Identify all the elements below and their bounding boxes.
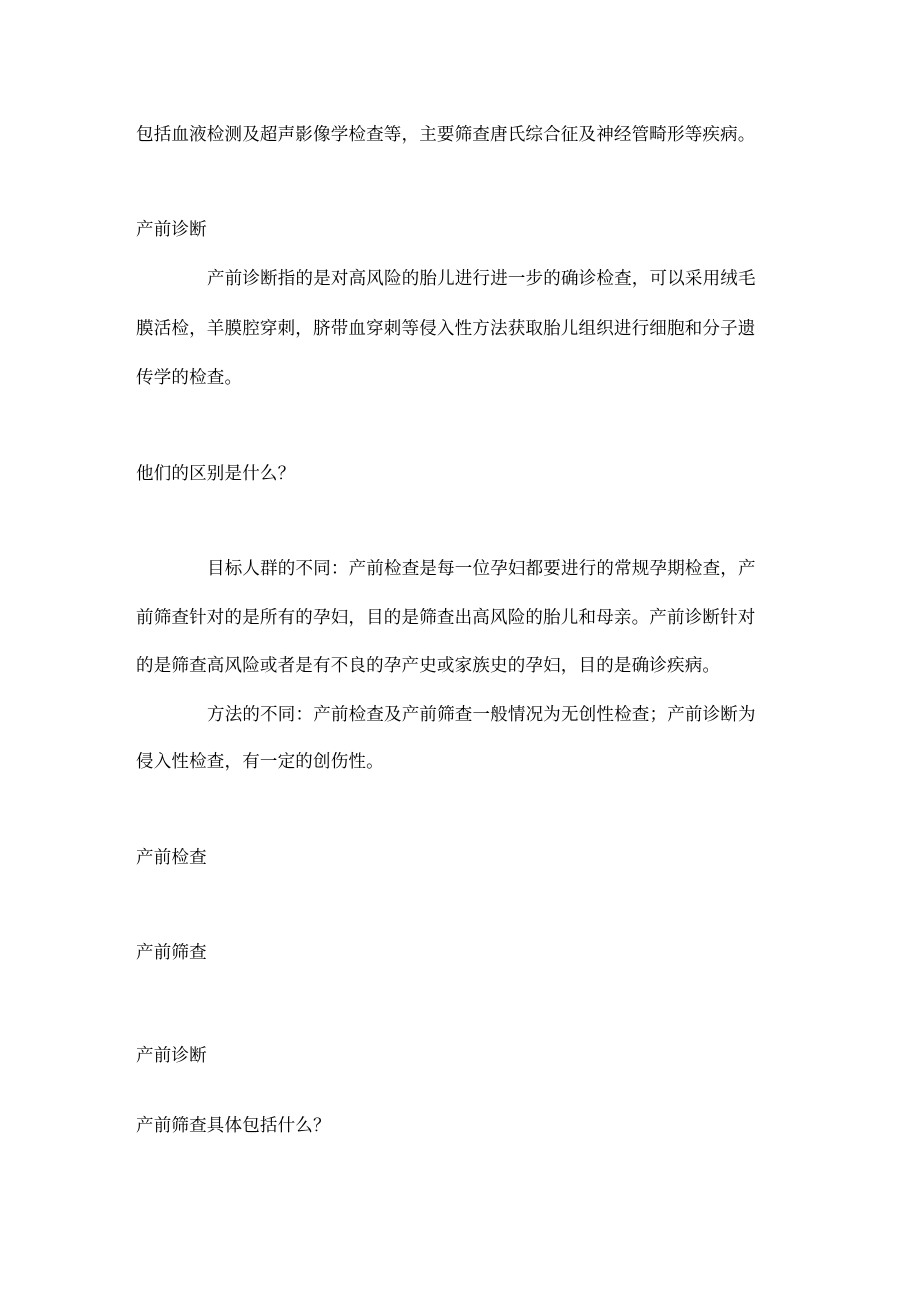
method-line-1: 方法的不同：产前检查及产前筛查一般情况为无创性检查；产前诊断为	[207, 705, 756, 725]
question-screening-contents: 产前筛查具体包括什么？	[136, 1116, 331, 1136]
target-group-line-1: 目标人群的不同：产前检查是每一位孕妇都要进行的常规孕期检查，产	[207, 559, 756, 579]
target-group-line-3: 的是筛查高风险或者是有不良的孕产史或家族史的孕妇，目的是确诊疾病。	[136, 656, 721, 676]
diagnosis-paragraph-line-2: 膜活检，羊膜腔穿刺，脐带血穿刺等侵入性方法获取胎儿组织进行细胞和分子遗	[136, 319, 756, 339]
heading-prenatal-diagnosis: 产前诊断	[136, 220, 207, 240]
heading-prenatal-check: 产前检查	[136, 848, 207, 868]
target-group-line-2: 前筛查针对的是所有的孕妇，目的是筛查出高风险的胎儿和母亲。产前诊断针对	[136, 608, 756, 628]
intro-line: 包括血液检测及超声影像学检查等，主要筛查唐氏综合征及神经管畸形等疾病。	[136, 125, 756, 145]
heading-prenatal-diagnosis-2: 产前诊断	[136, 1046, 207, 1066]
heading-differences: 他们的区别是什么？	[136, 464, 296, 484]
heading-prenatal-screening: 产前筛查	[136, 943, 207, 963]
diagnosis-paragraph-line-1: 产前诊断指的是对高风险的胎儿进行进一步的确诊检查，可以采用绒毛	[207, 269, 756, 289]
method-line-2: 侵入性检查，有一定的创伤性。	[136, 752, 384, 772]
diagnosis-paragraph-line-3: 传学的检查。	[136, 368, 243, 388]
